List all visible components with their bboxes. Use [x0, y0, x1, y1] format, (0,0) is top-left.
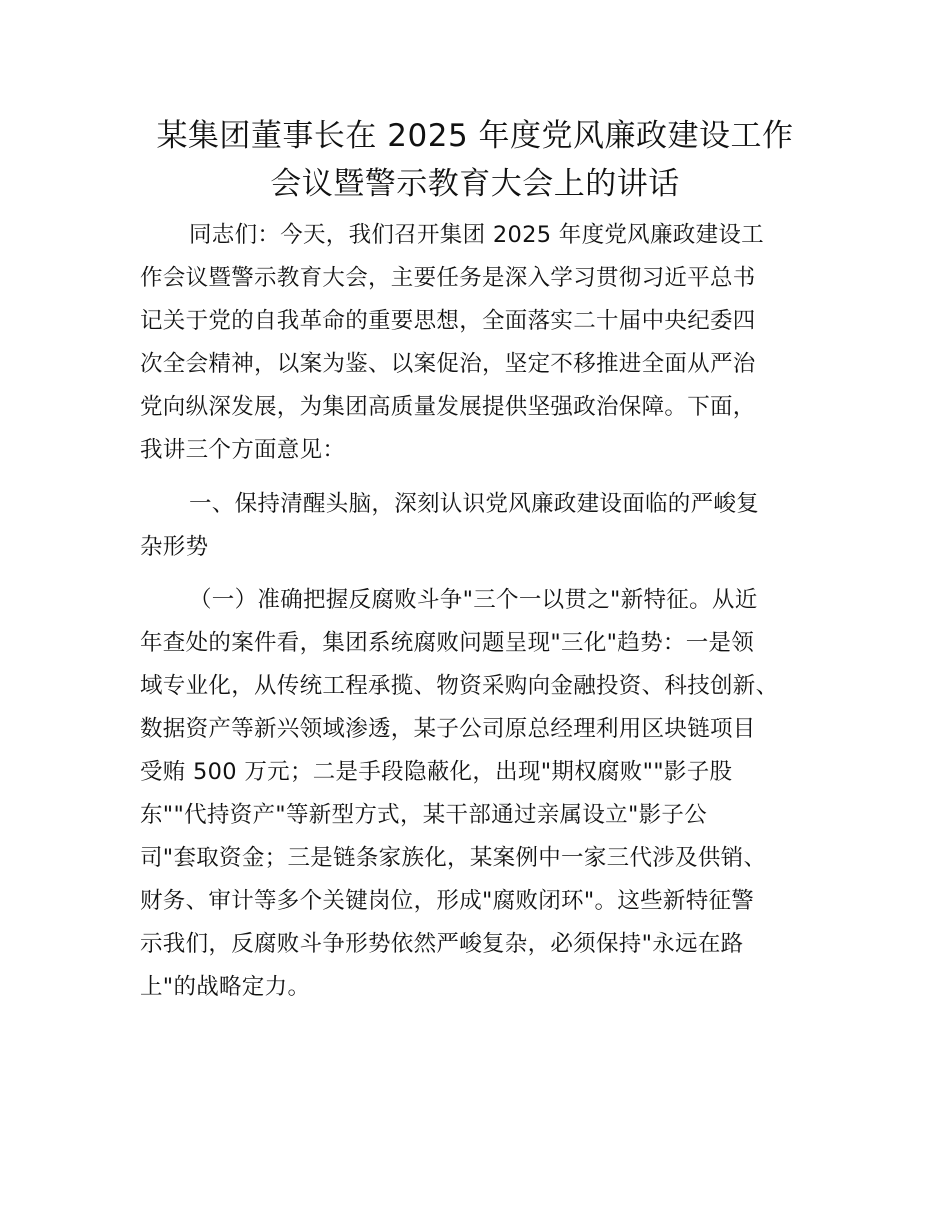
intro-line-3: 记关于党的自我革命的重要思想，全面落实二十届中央纪委四	[140, 308, 756, 334]
intro-line-1: 同志们：今天，我们召开集团 2025 年度党风廉政建设工	[189, 222, 764, 248]
section-1-line-6: 东""代持资产"等新型方式，某干部通过亲属设立"影子公	[140, 802, 707, 828]
intro-line-2: 作会议暨警示教育大会，主要任务是深入学习贯彻习近平总书	[140, 265, 756, 291]
section-1-line-1: （一）准确把握反腐败斗争"三个一以贯之"新特征。从近	[189, 587, 758, 613]
section-1-line-5: 受贿 500 万元；二是手段隐蔽化，出现"期权腐败""影子股	[140, 759, 733, 785]
section-1-line-9: 示我们，反腐败斗争形势依然严峻复杂，必须保持"永远在路	[140, 931, 744, 957]
intro-paragraph	[140, 214, 830, 472]
intro-line-5: 党向纵深发展，为集团高质量发展提供坚强政治保障。下面，	[140, 394, 756, 420]
section-1-line-7: 司"套取资金；三是链条家族化，某案例中一家三代涉及供销、	[140, 845, 767, 871]
section-heading-1-line-2: 杂形势	[140, 534, 209, 560]
intro-line-6: 我讲三个方面意见：	[140, 437, 346, 463]
section-heading-1-line-1: 一、保持清醒头脑，深刻认识党风廉政建设面临的严峻复	[189, 491, 760, 517]
title-line-1: 某集团董事长在 2025 年度党风廉政建设工作	[156, 118, 794, 154]
section-1-line-10: 上"的战略定力。	[140, 974, 311, 1000]
section-1-paragraph	[140, 579, 830, 1009]
section-1-line-3: 域专业化，从传统工程承揽、物资采购向金融投资、科技创新、	[140, 673, 779, 699]
section-1-line-8: 财务、审计等多个关键岗位，形成"腐败闭环"。这些新特征警	[140, 888, 755, 914]
section-1-line-2: 年查处的案件看，集团系统腐败问题呈现"三化"趋势：一是领	[140, 630, 755, 656]
document-title	[100, 112, 850, 208]
intro-line-4: 次全会精神，以案为鉴、以案促治，坚定不移推进全面从严治	[140, 351, 756, 377]
section-heading-1	[140, 483, 830, 569]
section-1-line-4: 数据资产等新兴领域渗透，某子公司原总经理利用区块链项目	[140, 716, 756, 742]
title-line-2: 会议暨警示教育大会上的讲话	[270, 166, 680, 202]
